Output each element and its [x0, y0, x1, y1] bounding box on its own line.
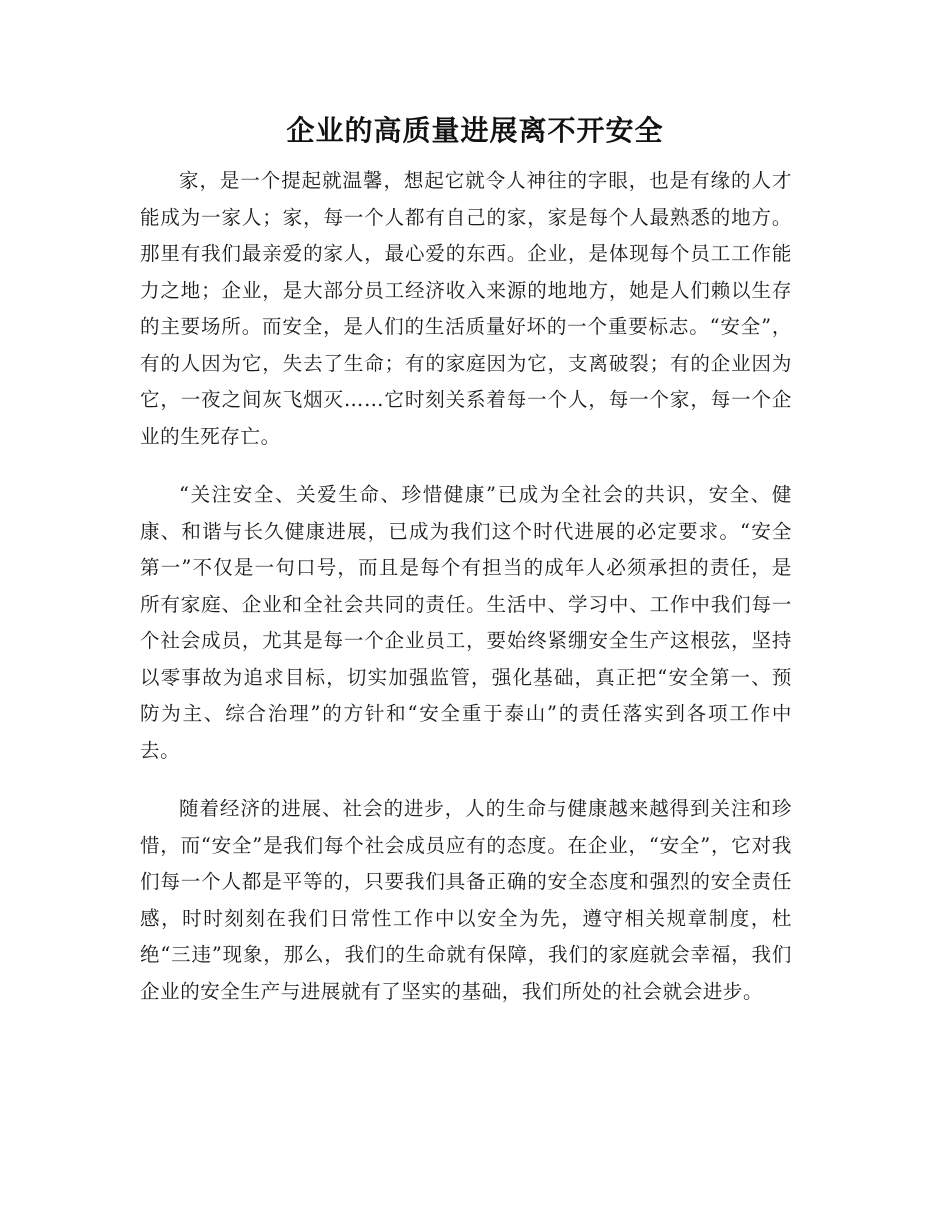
body-paragraph-attitude: 随着经济的进展、社会的进步，人的生命与健康越来越得到关注和珍惜，而“安全”是我们每个社会成员应有的态度。在企业，“安全”，它对我们每一个人都是平等的，只要我们具备正确的安全态度和强烈的安全责任感，时时刻刻在我们日常性工作中以安全为先，遵守相关规章制度，杜绝“三违”现象，那么，我们的生命就有保障，我们的家庭就会幸福，我们企业的安全生产与进展就有了坚实的基础，我们所处的社会就会进步。	[140, 797, 792, 1003]
document-title: 企业的高质量进展离不开安全	[286, 114, 664, 147]
body-paragraph-responsibility: “关注安全、关爱生命、珍惜健康”已成为全社会的共识，安全、健康、和谐与长久健康进展，已成为我们这个时代进展的必定要求。“安全第一”不仅是一句口号，而且是每个有担当的成年人必须承担的责任，是所有家庭、企业和全社会共同的责任。生活中、学习中、工作中我们每一个社会成员，尤其是每一个企业员工，要始终紧绷安全生产这根弦，坚持以零事故为追求目标，切实加强监管，强化基础，真正把“安全第一、预防为主、综合治理”的方针和“安全重于泰山”的责任落实到各项工作中去。	[140, 483, 792, 762]
body-paragraph-family: 家，是一个提起就温馨，想起它就令人神往的字眼，也是有缘的人才能成为一家人；家，每一个人都有自己的家，家是每个人最熟悉的地方。那里有我们最亲爱的家人，最心爱的东西。企业，是体现每个员工工作能力之地；企业，是大部分员工经济收入来源的地地方，她是人们赖以生存的主要场所。而安全，是人们的生活质量好坏的一个重要标志。“安全”，有的人因为它，失去了生命；有的家庭因为它，支离破裂；有的企业因为它，一夜之间灰飞烟灭……它时刻关系着每一个人，每一个家，每一个企业的生死存亡。	[140, 169, 792, 448]
